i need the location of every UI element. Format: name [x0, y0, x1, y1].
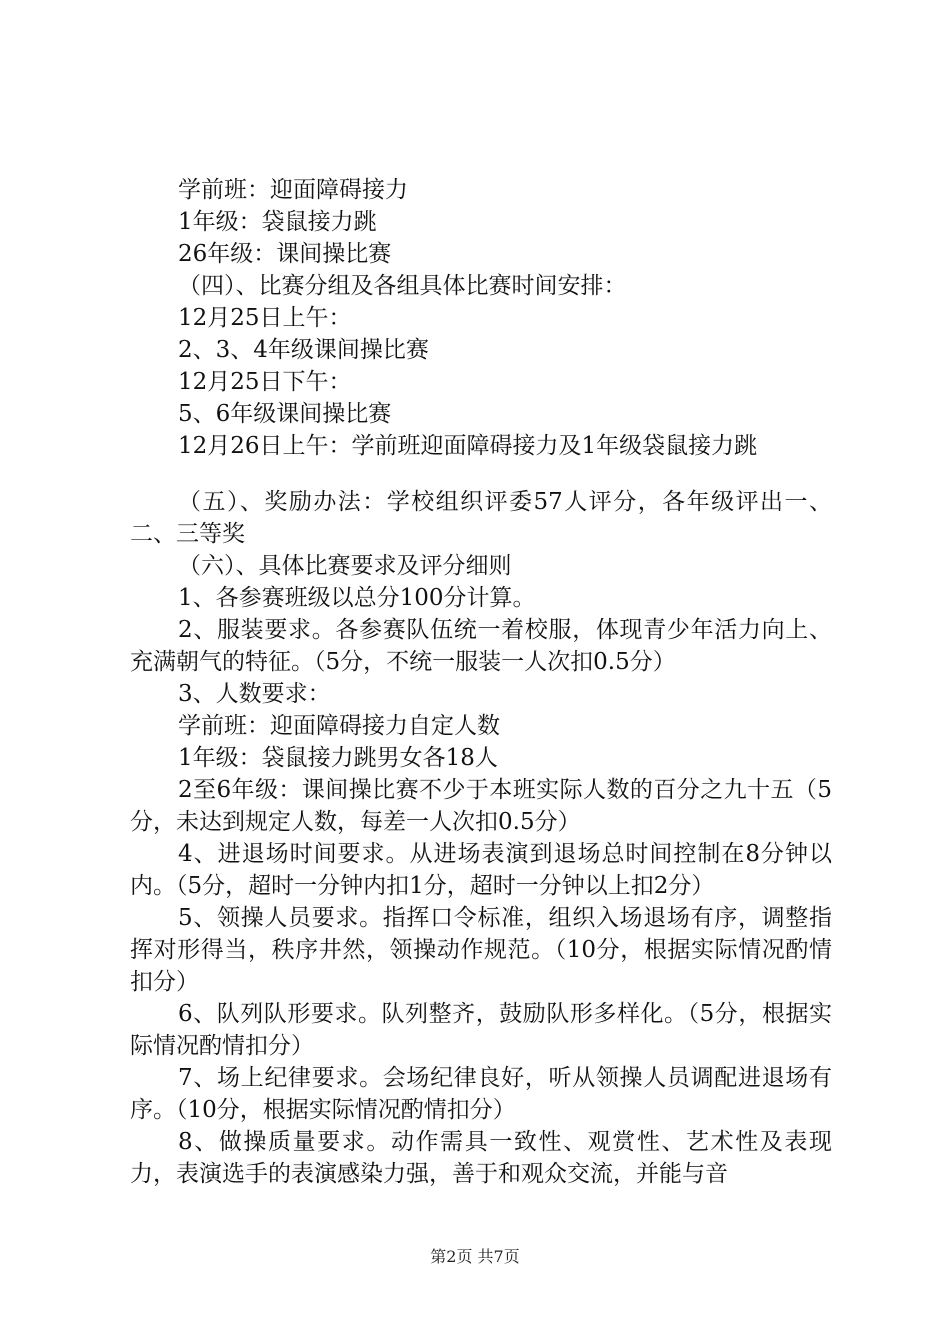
paragraph: 学前班：迎面障碍接力自定人数	[178, 713, 500, 739]
text-line: 26年级：课间操比赛	[178, 241, 392, 267]
paragraph: 4、进退场时间要求。从进场表演到退场总时间控制在8分钟以内。（5分，超时一分钟内扣1分，超时一分钟以上扣2分）	[130, 841, 832, 899]
paragraph: 5、领操人员要求。指挥口令标准，组织入场退场有序，调整指挥对形得当，秩序井然，领操动作规范。（10分，根据实际情况酌情扣分）	[130, 905, 832, 995]
paragraph: 1、各参赛班级以总分100分计算。	[178, 585, 536, 611]
text-line: 学前班：迎面障碍接力	[178, 177, 408, 203]
section-heading: （五）、奖励办法：学校组织评委57人评分，各年级评出一、二、三等奖	[130, 489, 832, 547]
paragraph: 1年级：袋鼠接力跳男女各18人	[178, 745, 498, 771]
blank-line	[130, 462, 832, 486]
text-line: 2、3、4年级课间操比赛	[178, 337, 429, 363]
text-line: 12月25日上午：	[178, 305, 352, 331]
document-body	[130, 174, 832, 1190]
paragraph: 8、做操质量要求。动作需具一致性、观赏性、艺术性及表现力，表演选手的表演感染力强，善于和观众交流，并能与音	[130, 1129, 832, 1187]
section-heading: （四）、比赛分组及各组具体比赛时间安排：	[178, 273, 627, 299]
section-heading: （六）、具体比赛要求及评分细则	[178, 553, 512, 579]
text-line: 1年级：袋鼠接力跳	[178, 209, 377, 235]
page-number-footer: 第2页 共7页	[430, 1247, 520, 1266]
paragraph: 2至6年级：课间操比赛不少于本班实际人数的百分之九十五（5分，未达到规定人数，每差一人次扣0.5分）	[130, 777, 832, 835]
text-line: 12月26日上午：学前班迎面障碍接力及1年级袋鼠接力跳	[178, 433, 758, 459]
paragraph: 2、服装要求。各参赛队伍统一着校服，体现青少年活力向上、充满朝气的特征。（5分，不统一服装一人次扣0.5分）	[130, 617, 832, 675]
text-line: 5、6年级课间操比赛	[178, 401, 392, 427]
paragraph: 6、队列队形要求。队列整齐，鼓励队形多样化。（5分，根据实际情况酌情扣分）	[130, 1001, 832, 1059]
paragraph: 3、人数要求：	[178, 681, 331, 707]
text-line: 12月25日下午：	[178, 369, 352, 395]
paragraph: 7、场上纪律要求。会场纪律良好，听从领操人员调配进退场有序。（10分，根据实际情况酌情扣分）	[130, 1065, 832, 1123]
